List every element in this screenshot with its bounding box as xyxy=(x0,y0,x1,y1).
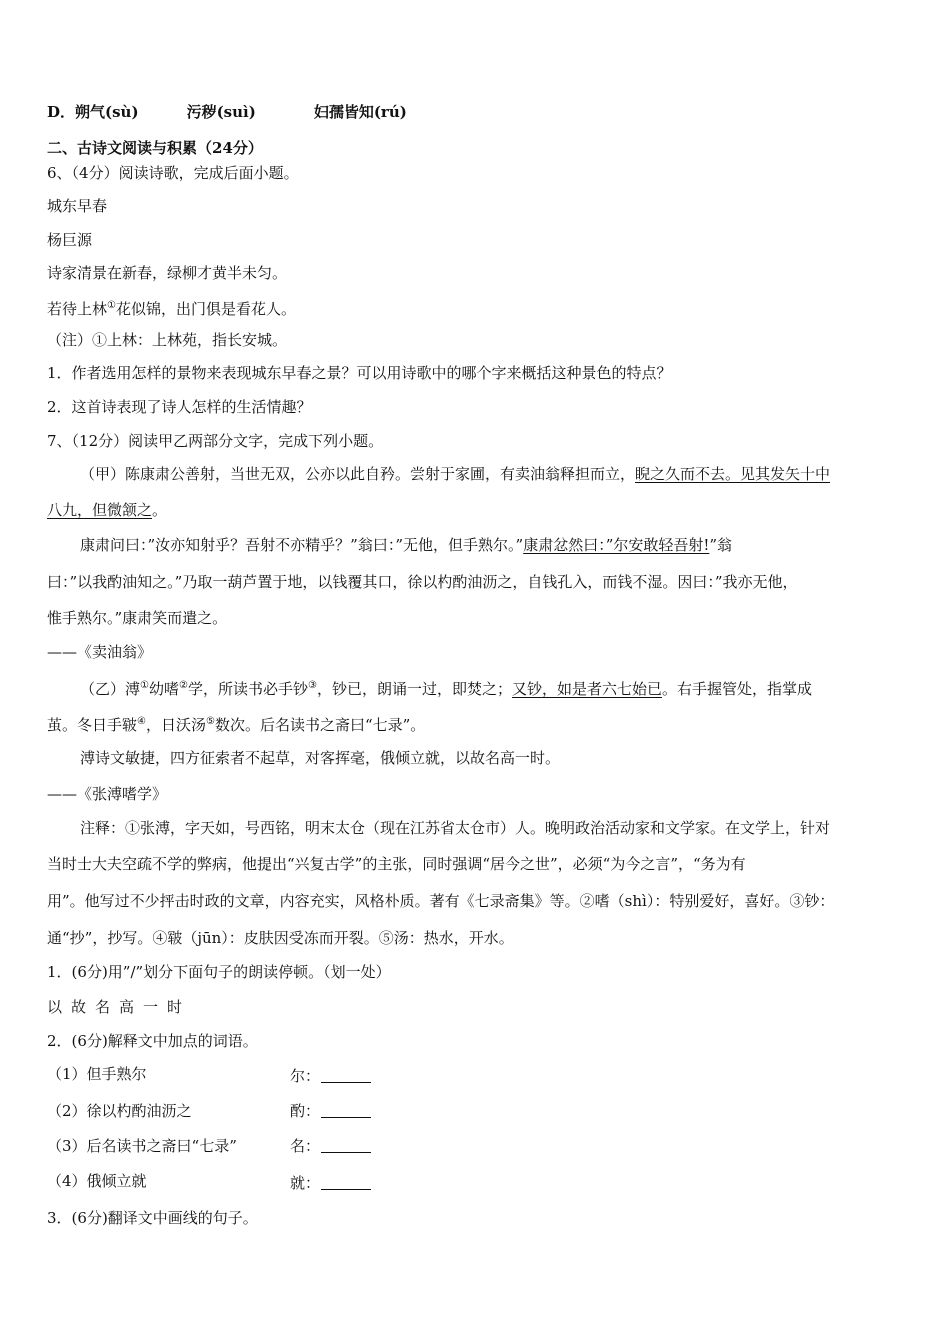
yi-line-2 xyxy=(47,712,425,735)
jia-line-3 xyxy=(80,535,732,555)
vocab-answer-2[interactable] xyxy=(290,1101,371,1121)
option-d-word-1: 朔气(sù) xyxy=(75,103,139,121)
q7-sub1: 1．(6分)用”/”划分下面句子的朗读停顿。（划一处） xyxy=(47,963,391,981)
jia-line-1-text: （甲）陈康肃公善射，当世无双，公亦以此自矜。尝射于家圃，有卖油翁释担而立， xyxy=(80,465,636,483)
answer-blank-2[interactable] xyxy=(321,1103,371,1118)
jia-line-2-end: 。 xyxy=(152,501,168,519)
yi-mark-3: ③ xyxy=(307,680,317,691)
poem-footnote-mark: ① xyxy=(107,300,116,311)
jia-source: ——《卖油翁》 xyxy=(47,643,153,661)
answer-blank-1[interactable] xyxy=(321,1068,371,1083)
jia-line-1 xyxy=(80,464,830,484)
poem-title: 城东早春 xyxy=(47,197,108,215)
yi-line-3: 溥诗文敏捷，四方征索者不起草，对客挥毫，俄倾立就，以故名高一时。 xyxy=(80,749,561,767)
yi-mark-1: ① xyxy=(140,680,149,691)
jia-underline-1-cont: 八九，但微颔之 xyxy=(47,501,153,519)
vocab-answer-3-label: 名： xyxy=(290,1137,321,1155)
vocab-answer-3[interactable] xyxy=(290,1136,371,1156)
q6-intro: 6、（4分）阅读诗歌，完成后面小题。 xyxy=(47,164,299,182)
vocab-answer-1-label: 尔： xyxy=(290,1067,321,1085)
vocab-item-2: （2）徐以杓酌油沥之 xyxy=(47,1102,192,1120)
q7-sub3: 3．(6分)翻译文中画线的句子。 xyxy=(47,1209,258,1227)
section-2-title: 二、古诗文阅读与积累（24分） xyxy=(47,139,263,157)
yi-text-b: 幼嗜 xyxy=(148,680,179,698)
jia-line-4: 曰：”以我酌油知之。”乃取一葫芦置于地，以钱覆其口，徐以杓酌油沥之，自钱孔入，而钱不湿。因曰：”我亦无他， xyxy=(47,573,798,591)
poem-line-2-a: 若待上林 xyxy=(47,300,108,318)
option-d-word-2: 污秽(suì) xyxy=(186,103,256,121)
vocab-answer-1[interactable] xyxy=(290,1066,371,1086)
answer-blank-4[interactable] xyxy=(321,1175,371,1190)
poem-line-1: 诗家清景在新春，绿柳才黄半未匀。 xyxy=(47,264,288,282)
jia-underline-1: 睨之久而不去。见其发矢十中 xyxy=(635,465,831,483)
annotation-line-1: 注释：①张溥，字天如，号西铭，明末太仓（现在江苏省太仓市）人。晚明政治活动家和文学家。在文学上，针对 xyxy=(80,819,831,837)
vocab-item-1: （1）但手熟尔 xyxy=(47,1065,147,1083)
q7-intro: 7、（12分）阅读甲乙两部分文字，完成下列小题。 xyxy=(47,432,384,450)
pause-sentence: 以故名高一时 xyxy=(47,998,192,1016)
annotation-line-2: 当时士大夫空疏不学的弊病，他提出“兴复古学”的主张，同时强调“居今之世”，必须“为今之言”，“务为有 xyxy=(47,855,746,873)
poem-author: 杨巨源 xyxy=(47,231,93,249)
yi-text-h: 数次。后名读书之斋曰“七录”。 xyxy=(214,716,426,734)
yi-text-e: 。右手握管处，指掌成 xyxy=(661,680,812,698)
option-d-label: D． xyxy=(47,103,76,121)
vocab-answer-2-label: 酌： xyxy=(290,1102,321,1120)
q6-sub2: 2．这首诗表现了诗人怎样的生活情趣？ xyxy=(47,398,312,416)
yi-text-a: （乙）溥 xyxy=(80,680,141,698)
vocab-item-3: （3）后名读书之斋曰“七录” xyxy=(47,1137,237,1155)
jia-line-5: 惟手熟尔。”康肃笑而遣之。 xyxy=(47,609,228,627)
poem-line-2-b: 花似锦，出门俱是看花人。 xyxy=(115,300,296,318)
option-d xyxy=(47,102,407,122)
vocab-item-4: （4）俄倾立就 xyxy=(47,1172,147,1190)
q6-sub1: 1．作者选用怎样的景物来表现城东早春之景？可以用诗歌中的哪个字来概括这种景色的特点？ xyxy=(47,364,672,382)
yi-text-d: ，钞已，朗诵一过，即焚之； xyxy=(316,680,512,698)
yi-mark-4: ④ xyxy=(137,716,146,727)
jia-underline-2: 康肃忿然曰：”尔安敢轻吾射! xyxy=(523,536,710,554)
yi-source: ——《张溥嗜学》 xyxy=(47,785,168,803)
jia-line-3-end: ”翁 xyxy=(709,536,733,554)
q7-sub2: 2．(6分)解释文中加点的词语。 xyxy=(47,1032,258,1050)
jia-line-2 xyxy=(47,500,167,520)
poem-line-2 xyxy=(47,296,296,319)
jia-line-3-text: 康肃问曰：”汝亦知射乎？吾射不亦精乎？”翁曰：”无他，但手熟尔。” xyxy=(80,536,524,554)
yi-text-c: 学，所读书必手钞 xyxy=(187,680,308,698)
vocab-answer-4-label: 就： xyxy=(290,1174,321,1192)
annotation-line-3: 用”。他写过不少抨击时政的文章，内容充实，风格朴质。著有《七录斋集》等。②嗜（shì）：特别爱好，喜好。③钞： xyxy=(47,892,835,910)
yi-text-f: 茧。冬日手皲 xyxy=(47,716,138,734)
answer-blank-3[interactable] xyxy=(321,1138,371,1153)
yi-text-g: ，日沃汤 xyxy=(145,716,206,734)
yi-underline: 又钞，如是者六七始已 xyxy=(511,680,662,698)
yi-mark-5: ⑤ xyxy=(206,716,215,727)
poem-note: （注）①上林：上林苑，指长安城。 xyxy=(47,331,288,349)
yi-mark-2: ② xyxy=(179,680,188,691)
option-d-word-3: 妇孺皆知(rú) xyxy=(313,103,407,121)
vocab-answer-4[interactable] xyxy=(290,1173,371,1193)
yi-line-1 xyxy=(80,676,812,699)
annotation-line-4: 通“抄”，抄写。④皲（jūn）：皮肤因受冻而开裂。⑤汤：热水，开水。 xyxy=(47,929,514,947)
